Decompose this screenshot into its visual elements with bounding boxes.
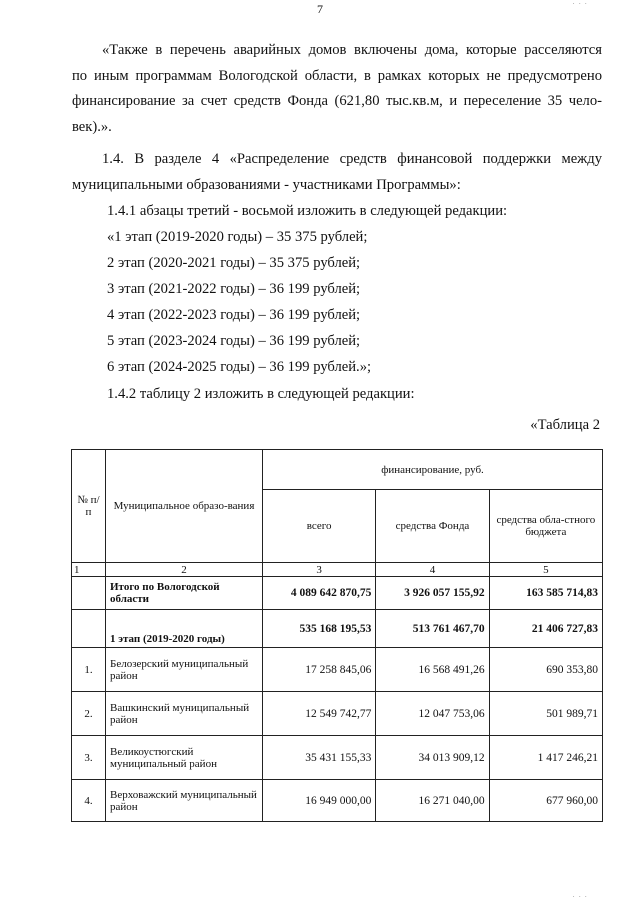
row-total: 16 949 000,00 [263, 780, 376, 822]
row-total: 4 089 642 870,75 [263, 577, 376, 610]
paragraph-2 [72, 147, 602, 198]
table-row [72, 692, 603, 736]
row-municipality: Белозерский муниципальный район [106, 648, 263, 692]
header-regional: средства обла-стного бюджета [489, 490, 602, 563]
row-num: 2. [72, 692, 106, 736]
row-num [72, 577, 106, 610]
row-total: 17 258 845,06 [263, 648, 376, 692]
row-fund: 16 568 491,26 [376, 648, 489, 692]
row-fund: 16 271 040,00 [376, 780, 489, 822]
scan-mark-bottom: · · · [572, 893, 588, 901]
column-number-3: 3 [263, 563, 376, 577]
row-num: 1. [72, 648, 106, 692]
table-row [72, 648, 603, 692]
row-municipality: Верховажский муниципальный район [106, 780, 263, 822]
stage-line-5: 5 этап (2023-2024 годы) – 36 199 рублей; [107, 333, 361, 349]
scan-mark-top: · · · [572, 0, 588, 8]
stage-line-6: 6 этап (2024-2025 годы) – 36 199 рублей.»; [107, 359, 372, 375]
paragraph-1-line-1: «Также в перечень аварийных домов включены дома, которые расселяются [102, 42, 602, 58]
row-regional: 163 585 714,83 [489, 577, 602, 610]
paragraph-1-line-2: по иным программам Вологодской области, в рамках которых не предусмотрено [72, 67, 602, 84]
header-municipality: Муниципальное образо-вания [106, 450, 263, 563]
stage-line-2: 2 этап (2020-2021 годы) – 35 375 рублей; [107, 255, 361, 271]
row-regional: 1 417 246,21 [489, 736, 602, 780]
row-total: 12 549 742,77 [263, 692, 376, 736]
paragraph-2-line-1: 1.4. В разделе 4 «Распределение средств финансовой поддержки между [102, 151, 602, 167]
row-regional: 21 406 727,83 [489, 610, 602, 648]
row-fund: 513 761 467,70 [376, 610, 489, 648]
row-municipality: Итого по Вологодской области [106, 577, 263, 610]
row-total: 535 168 195,53 [263, 610, 376, 648]
paragraph-1 [72, 38, 602, 140]
row-regional: 677 960,00 [489, 780, 602, 822]
stage-line-4: 4 этап (2022-2023 годы) – 36 199 рублей; [107, 307, 361, 323]
header-fund: средства Фонда [376, 490, 489, 563]
table-row [72, 577, 603, 610]
paragraph-1-line-3: финансирование за счет средств Фонда (621,80 тыс.кв.м, и переселение 35 чело- [72, 93, 602, 109]
row-regional: 501 989,71 [489, 692, 602, 736]
table-row [72, 780, 603, 822]
row-municipality: Вашкинский муниципальный район [106, 692, 263, 736]
header-total: всего [263, 490, 376, 563]
table-row [72, 736, 603, 780]
column-number-2: 2 [106, 563, 263, 577]
row-num [72, 610, 106, 648]
stage-line-1: «1 этап (2019-2020 годы) – 35 375 рублей; [107, 229, 368, 245]
stage-line-3: 3 этап (2021-2022 годы) – 36 199 рублей; [107, 281, 361, 297]
column-number-1: 1 [72, 563, 106, 577]
column-number-5: 5 [489, 563, 602, 577]
paragraph-1-line-4: век).». [72, 118, 112, 135]
row-regional: 690 353,80 [489, 648, 602, 692]
paragraph-2-line-2: муниципальными образованиями - участниками Программы»: [72, 176, 461, 193]
row-fund: 34 013 909,12 [376, 736, 489, 780]
financing-table [71, 449, 603, 822]
row-fund: 3 926 057 155,92 [376, 577, 489, 610]
header-num: № п/п [72, 450, 106, 563]
paragraph-3: 1.4.1 абзацы третий - восьмой изложить в следующей редакции: [107, 203, 508, 219]
row-num: 3. [72, 736, 106, 780]
row-municipality: Великоустюгский муниципальный район [106, 736, 263, 780]
row-municipality: 1 этап (2019-2020 годы) [106, 610, 263, 648]
column-number-4: 4 [376, 563, 489, 577]
paragraph-4: 1.4.2 таблицу 2 изложить в следующей редакции: [107, 386, 415, 402]
page-number: 7 [317, 2, 323, 16]
table-row [72, 610, 603, 648]
row-num: 4. [72, 780, 106, 822]
header-financing: финансирование, руб. [263, 450, 603, 490]
table-caption: «Таблица 2 [530, 417, 600, 433]
row-total: 35 431 155,33 [263, 736, 376, 780]
row-fund: 12 047 753,06 [376, 692, 489, 736]
